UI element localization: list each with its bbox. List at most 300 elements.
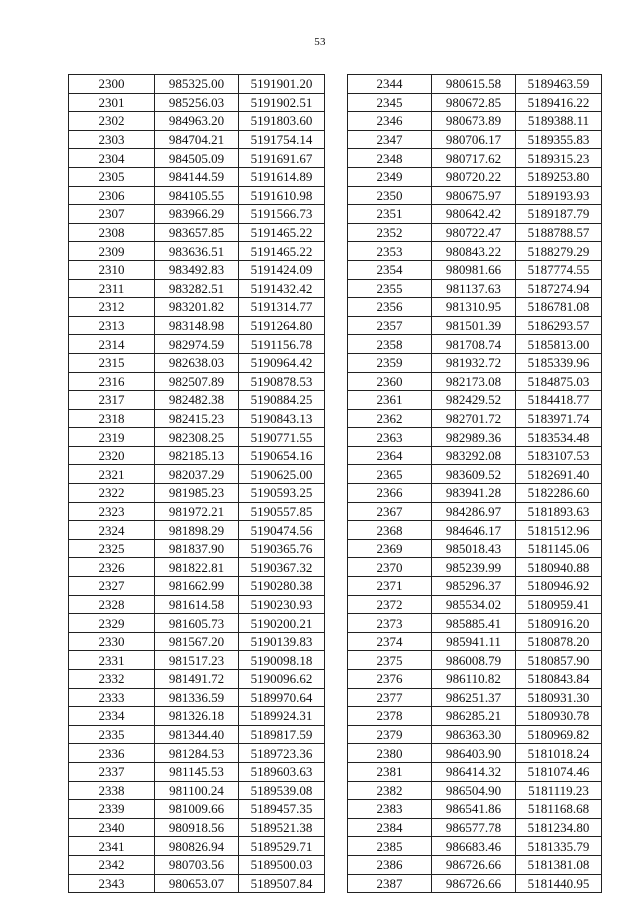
x-coordinate-cell: 982037.29: [155, 465, 239, 484]
x-coordinate-cell: 982173.08: [432, 372, 516, 391]
table-row: [69, 75, 325, 94]
point-number-cell: 2305: [69, 167, 155, 186]
point-number-cell: 2301: [69, 93, 155, 112]
table-row: [69, 391, 325, 410]
point-number-cell: 2354: [348, 260, 432, 279]
table-row: [69, 744, 325, 763]
y-coordinate-cell: 5191901.20: [239, 75, 325, 94]
table-row: [348, 595, 602, 614]
y-coordinate-cell: 5189529.71: [239, 837, 325, 856]
point-number-cell: 2386: [348, 855, 432, 874]
x-coordinate-cell: 980981.66: [432, 260, 516, 279]
y-coordinate-cell: 5189315.23: [516, 149, 602, 168]
table-row: [69, 260, 325, 279]
table-row: [69, 614, 325, 633]
y-coordinate-cell: 5180916.20: [516, 614, 602, 633]
x-coordinate-cell: 980720.22: [432, 167, 516, 186]
coordinates-table-left: [68, 74, 325, 893]
table-row: [348, 93, 602, 112]
point-number-cell: 2310: [69, 260, 155, 279]
table-row: [69, 242, 325, 261]
x-coordinate-cell: 983292.08: [432, 446, 516, 465]
table-row: [348, 149, 602, 168]
point-number-cell: 2353: [348, 242, 432, 261]
table-row: [348, 855, 602, 874]
y-coordinate-cell: 5190096.62: [239, 670, 325, 689]
y-coordinate-cell: 5189539.08: [239, 781, 325, 800]
y-coordinate-cell: 5181018.24: [516, 744, 602, 763]
table-row: [348, 707, 602, 726]
x-coordinate-cell: 985941.11: [432, 632, 516, 651]
table-row: [69, 855, 325, 874]
table-row: [348, 242, 602, 261]
x-coordinate-cell: 980843.22: [432, 242, 516, 261]
y-coordinate-cell: 5191610.98: [239, 186, 325, 205]
table-row: [69, 205, 325, 224]
point-number-cell: 2352: [348, 223, 432, 242]
table-row: [69, 632, 325, 651]
point-number-cell: 2345: [348, 93, 432, 112]
point-number-cell: 2323: [69, 502, 155, 521]
point-number-cell: 2379: [348, 725, 432, 744]
table-row: [69, 670, 325, 689]
table-row: [348, 316, 602, 335]
point-number-cell: 2311: [69, 279, 155, 298]
y-coordinate-cell: 5190367.32: [239, 558, 325, 577]
table-row: [348, 670, 602, 689]
table-row: [69, 484, 325, 503]
x-coordinate-cell: 986363.30: [432, 725, 516, 744]
point-number-cell: 2373: [348, 614, 432, 633]
x-coordinate-cell: 980703.56: [155, 855, 239, 874]
table-row: [69, 409, 325, 428]
x-coordinate-cell: 985534.02: [432, 595, 516, 614]
y-coordinate-cell: 5189253.80: [516, 167, 602, 186]
y-coordinate-cell: 5181119.23: [516, 781, 602, 800]
page-number: 53: [314, 36, 326, 48]
x-coordinate-cell: 981284.53: [155, 744, 239, 763]
y-coordinate-cell: 5186781.08: [516, 298, 602, 317]
x-coordinate-cell: 984704.21: [155, 130, 239, 149]
table-row: [348, 558, 602, 577]
x-coordinate-cell: 981614.58: [155, 595, 239, 614]
table-row: [69, 335, 325, 354]
table-row: [348, 372, 602, 391]
y-coordinate-cell: 5181145.06: [516, 539, 602, 558]
table-row: [348, 614, 602, 633]
point-number-cell: 2342: [69, 855, 155, 874]
point-number-cell: 2309: [69, 242, 155, 261]
table-row: [69, 223, 325, 242]
y-coordinate-cell: 5182691.40: [516, 465, 602, 484]
x-coordinate-cell: 981100.24: [155, 781, 239, 800]
x-coordinate-cell: 986683.46: [432, 837, 516, 856]
table-row: [69, 112, 325, 131]
point-number-cell: 2306: [69, 186, 155, 205]
y-coordinate-cell: 5184875.03: [516, 372, 602, 391]
point-number-cell: 2318: [69, 409, 155, 428]
y-coordinate-cell: 5180946.92: [516, 577, 602, 596]
point-number-cell: 2362: [348, 409, 432, 428]
table-row: [69, 595, 325, 614]
y-coordinate-cell: 5191465.22: [239, 242, 325, 261]
table-row: [69, 577, 325, 596]
table-row: [348, 818, 602, 837]
table-row: [69, 725, 325, 744]
table-row: [69, 707, 325, 726]
y-coordinate-cell: 5184418.77: [516, 391, 602, 410]
point-number-cell: 2378: [348, 707, 432, 726]
x-coordinate-cell: 986251.37: [432, 688, 516, 707]
point-number-cell: 2369: [348, 539, 432, 558]
x-coordinate-cell: 981145.53: [155, 762, 239, 781]
y-coordinate-cell: 5180857.90: [516, 651, 602, 670]
y-coordinate-cell: 5190654.16: [239, 446, 325, 465]
point-number-cell: 2384: [348, 818, 432, 837]
x-coordinate-cell: 981501.39: [432, 316, 516, 335]
y-coordinate-cell: 5190884.25: [239, 391, 325, 410]
x-coordinate-cell: 985239.99: [432, 558, 516, 577]
point-number-cell: 2320: [69, 446, 155, 465]
y-coordinate-cell: 5181234.80: [516, 818, 602, 837]
point-number-cell: 2355: [348, 279, 432, 298]
x-coordinate-cell: 985325.00: [155, 75, 239, 94]
point-number-cell: 2337: [69, 762, 155, 781]
point-number-cell: 2317: [69, 391, 155, 410]
y-coordinate-cell: 5191566.73: [239, 205, 325, 224]
x-coordinate-cell: 982989.36: [432, 428, 516, 447]
x-coordinate-cell: 983282.51: [155, 279, 239, 298]
y-coordinate-cell: 5181168.68: [516, 800, 602, 819]
x-coordinate-cell: 981491.72: [155, 670, 239, 689]
table-row: [348, 539, 602, 558]
table-row: [69, 353, 325, 372]
y-coordinate-cell: 5189388.11: [516, 112, 602, 131]
x-coordinate-cell: 980653.07: [155, 874, 239, 893]
table-row: [348, 837, 602, 856]
x-coordinate-cell: 986726.66: [432, 874, 516, 893]
y-coordinate-cell: 5190139.83: [239, 632, 325, 651]
table-row: [348, 465, 602, 484]
point-number-cell: 2316: [69, 372, 155, 391]
x-coordinate-cell: 986726.66: [432, 855, 516, 874]
y-coordinate-cell: 5181335.79: [516, 837, 602, 856]
x-coordinate-cell: 981326.18: [155, 707, 239, 726]
point-number-cell: 2315: [69, 353, 155, 372]
table-row: [348, 521, 602, 540]
x-coordinate-cell: 986577.78: [432, 818, 516, 837]
y-coordinate-cell: 5189817.59: [239, 725, 325, 744]
table-row: [69, 130, 325, 149]
x-coordinate-cell: 986403.90: [432, 744, 516, 763]
point-number-cell: 2327: [69, 577, 155, 596]
x-coordinate-cell: 981822.81: [155, 558, 239, 577]
x-coordinate-cell: 980722.47: [432, 223, 516, 242]
x-coordinate-cell: 980706.17: [432, 130, 516, 149]
x-coordinate-cell: 984144.59: [155, 167, 239, 186]
point-number-cell: 2331: [69, 651, 155, 670]
point-number-cell: 2324: [69, 521, 155, 540]
y-coordinate-cell: 5190557.85: [239, 502, 325, 521]
table-row: [69, 651, 325, 670]
point-number-cell: 2381: [348, 762, 432, 781]
y-coordinate-cell: 5180843.84: [516, 670, 602, 689]
x-coordinate-cell: 981605.73: [155, 614, 239, 633]
table-row: [348, 205, 602, 224]
y-coordinate-cell: 5190280.38: [239, 577, 325, 596]
y-coordinate-cell: 5181893.63: [516, 502, 602, 521]
table-row: [348, 409, 602, 428]
table-row: [348, 688, 602, 707]
y-coordinate-cell: 5189500.03: [239, 855, 325, 874]
point-number-cell: 2341: [69, 837, 155, 856]
x-coordinate-cell: 980717.62: [432, 149, 516, 168]
table-row: [348, 186, 602, 205]
point-number-cell: 2302: [69, 112, 155, 131]
x-coordinate-cell: 984963.20: [155, 112, 239, 131]
y-coordinate-cell: 5189970.64: [239, 688, 325, 707]
point-number-cell: 2321: [69, 465, 155, 484]
x-coordinate-cell: 982638.03: [155, 353, 239, 372]
x-coordinate-cell: 986008.79: [432, 651, 516, 670]
point-number-cell: 2385: [348, 837, 432, 856]
point-number-cell: 2325: [69, 539, 155, 558]
point-number-cell: 2350: [348, 186, 432, 205]
table-row: [348, 391, 602, 410]
x-coordinate-cell: 980675.97: [432, 186, 516, 205]
x-coordinate-cell: 986110.82: [432, 670, 516, 689]
y-coordinate-cell: 5189521.38: [239, 818, 325, 837]
table-row: [69, 186, 325, 205]
point-number-cell: 2328: [69, 595, 155, 614]
x-coordinate-cell: 984646.17: [432, 521, 516, 540]
y-coordinate-cell: 5188788.57: [516, 223, 602, 242]
point-number-cell: 2351: [348, 205, 432, 224]
x-coordinate-cell: 982701.72: [432, 409, 516, 428]
table-row: [348, 632, 602, 651]
x-coordinate-cell: 980918.56: [155, 818, 239, 837]
table-row: [348, 446, 602, 465]
table-row: [69, 688, 325, 707]
y-coordinate-cell: 5183107.53: [516, 446, 602, 465]
x-coordinate-cell: 986541.86: [432, 800, 516, 819]
point-number-cell: 2307: [69, 205, 155, 224]
point-number-cell: 2380: [348, 744, 432, 763]
table-row: [348, 651, 602, 670]
table-row: [69, 874, 325, 893]
x-coordinate-cell: 986414.32: [432, 762, 516, 781]
point-number-cell: 2332: [69, 670, 155, 689]
point-number-cell: 2376: [348, 670, 432, 689]
point-number-cell: 2343: [69, 874, 155, 893]
x-coordinate-cell: 981932.72: [432, 353, 516, 372]
point-number-cell: 2367: [348, 502, 432, 521]
x-coordinate-cell: 981567.20: [155, 632, 239, 651]
x-coordinate-cell: 982185.13: [155, 446, 239, 465]
table-row: [348, 484, 602, 503]
point-number-cell: 2312: [69, 298, 155, 317]
x-coordinate-cell: 983201.82: [155, 298, 239, 317]
table-row: [69, 837, 325, 856]
point-number-cell: 2368: [348, 521, 432, 540]
point-number-cell: 2300: [69, 75, 155, 94]
x-coordinate-cell: 983609.52: [432, 465, 516, 484]
x-coordinate-cell: 980642.42: [432, 205, 516, 224]
table-row: [69, 372, 325, 391]
x-coordinate-cell: 981985.23: [155, 484, 239, 503]
point-number-cell: 2366: [348, 484, 432, 503]
table-row: [348, 223, 602, 242]
table-row: [348, 744, 602, 763]
y-coordinate-cell: 5191691.67: [239, 149, 325, 168]
x-coordinate-cell: 981137.63: [432, 279, 516, 298]
y-coordinate-cell: 5187774.55: [516, 260, 602, 279]
x-coordinate-cell: 982415.23: [155, 409, 239, 428]
point-number-cell: 2361: [348, 391, 432, 410]
y-coordinate-cell: 5191314.77: [239, 298, 325, 317]
y-coordinate-cell: 5191614.89: [239, 167, 325, 186]
x-coordinate-cell: 980672.85: [432, 93, 516, 112]
x-coordinate-cell: 981898.29: [155, 521, 239, 540]
x-coordinate-cell: 986285.21: [432, 707, 516, 726]
point-number-cell: 2334: [69, 707, 155, 726]
table-row: [348, 353, 602, 372]
x-coordinate-cell: 983148.98: [155, 316, 239, 335]
table-row: [69, 539, 325, 558]
point-number-cell: 2338: [69, 781, 155, 800]
x-coordinate-cell: 986504.90: [432, 781, 516, 800]
point-number-cell: 2322: [69, 484, 155, 503]
table-row: [348, 874, 602, 893]
table-row: [348, 800, 602, 819]
table-row: [69, 446, 325, 465]
point-number-cell: 2357: [348, 316, 432, 335]
x-coordinate-cell: 983966.29: [155, 205, 239, 224]
point-number-cell: 2308: [69, 223, 155, 242]
point-number-cell: 2377: [348, 688, 432, 707]
point-number-cell: 2333: [69, 688, 155, 707]
point-number-cell: 2363: [348, 428, 432, 447]
y-coordinate-cell: 5180969.82: [516, 725, 602, 744]
x-coordinate-cell: 981837.90: [155, 539, 239, 558]
coordinates-table-right: [347, 74, 602, 893]
x-coordinate-cell: 980826.94: [155, 837, 239, 856]
table-row: [348, 577, 602, 596]
y-coordinate-cell: 5187274.94: [516, 279, 602, 298]
y-coordinate-cell: 5189416.22: [516, 93, 602, 112]
y-coordinate-cell: 5189355.83: [516, 130, 602, 149]
y-coordinate-cell: 5189924.31: [239, 707, 325, 726]
table-row: [348, 428, 602, 447]
y-coordinate-cell: 5190200.21: [239, 614, 325, 633]
table-row: [69, 521, 325, 540]
point-number-cell: 2356: [348, 298, 432, 317]
table-row: [69, 316, 325, 335]
point-number-cell: 2365: [348, 465, 432, 484]
point-number-cell: 2330: [69, 632, 155, 651]
y-coordinate-cell: 5181381.08: [516, 855, 602, 874]
y-coordinate-cell: 5181512.96: [516, 521, 602, 540]
x-coordinate-cell: 985885.41: [432, 614, 516, 633]
table-row: [348, 279, 602, 298]
y-coordinate-cell: 5189507.84: [239, 874, 325, 893]
table-row: [69, 93, 325, 112]
point-number-cell: 2371: [348, 577, 432, 596]
x-coordinate-cell: 981344.40: [155, 725, 239, 744]
table-row: [69, 279, 325, 298]
y-coordinate-cell: 5189187.79: [516, 205, 602, 224]
y-coordinate-cell: 5191803.60: [239, 112, 325, 131]
y-coordinate-cell: 5190230.93: [239, 595, 325, 614]
y-coordinate-cell: 5191264.80: [239, 316, 325, 335]
x-coordinate-cell: 981336.59: [155, 688, 239, 707]
point-number-cell: 2383: [348, 800, 432, 819]
y-coordinate-cell: 5180940.88: [516, 558, 602, 577]
table-row: [69, 149, 325, 168]
y-coordinate-cell: 5191432.42: [239, 279, 325, 298]
y-coordinate-cell: 5190593.25: [239, 484, 325, 503]
table-row: [69, 781, 325, 800]
point-number-cell: 2387: [348, 874, 432, 893]
x-coordinate-cell: 984505.09: [155, 149, 239, 168]
y-coordinate-cell: 5180931.30: [516, 688, 602, 707]
table-row: [348, 112, 602, 131]
point-number-cell: 2304: [69, 149, 155, 168]
table-row: [69, 818, 325, 837]
x-coordinate-cell: 982429.52: [432, 391, 516, 410]
point-number-cell: 2358: [348, 335, 432, 354]
table-row: [69, 465, 325, 484]
x-coordinate-cell: 983941.28: [432, 484, 516, 503]
point-number-cell: 2346: [348, 112, 432, 131]
x-coordinate-cell: 981310.95: [432, 298, 516, 317]
x-coordinate-cell: 981972.21: [155, 502, 239, 521]
table-row: [69, 502, 325, 521]
y-coordinate-cell: 5189457.35: [239, 800, 325, 819]
y-coordinate-cell: 5181440.95: [516, 874, 602, 893]
x-coordinate-cell: 985296.37: [432, 577, 516, 596]
point-number-cell: 2335: [69, 725, 155, 744]
x-coordinate-cell: 983657.85: [155, 223, 239, 242]
y-coordinate-cell: 5190098.18: [239, 651, 325, 670]
x-coordinate-cell: 982507.89: [155, 372, 239, 391]
x-coordinate-cell: 982482.38: [155, 391, 239, 410]
x-coordinate-cell: 980615.58: [432, 75, 516, 94]
x-coordinate-cell: 984105.55: [155, 186, 239, 205]
table-row: [348, 260, 602, 279]
x-coordinate-cell: 981662.99: [155, 577, 239, 596]
table-row: [348, 725, 602, 744]
x-coordinate-cell: 984286.97: [432, 502, 516, 521]
point-number-cell: 2349: [348, 167, 432, 186]
x-coordinate-cell: 981517.23: [155, 651, 239, 670]
table-row: [348, 781, 602, 800]
y-coordinate-cell: 5180930.78: [516, 707, 602, 726]
point-number-cell: 2360: [348, 372, 432, 391]
point-number-cell: 2375: [348, 651, 432, 670]
y-coordinate-cell: 5190771.55: [239, 428, 325, 447]
table-row: [348, 298, 602, 317]
y-coordinate-cell: 5190843.13: [239, 409, 325, 428]
table-row: [348, 167, 602, 186]
point-number-cell: 2340: [69, 818, 155, 837]
point-number-cell: 2329: [69, 614, 155, 633]
x-coordinate-cell: 985018.43: [432, 539, 516, 558]
table-row: [69, 800, 325, 819]
table-row: [69, 428, 325, 447]
point-number-cell: 2313: [69, 316, 155, 335]
point-number-cell: 2339: [69, 800, 155, 819]
